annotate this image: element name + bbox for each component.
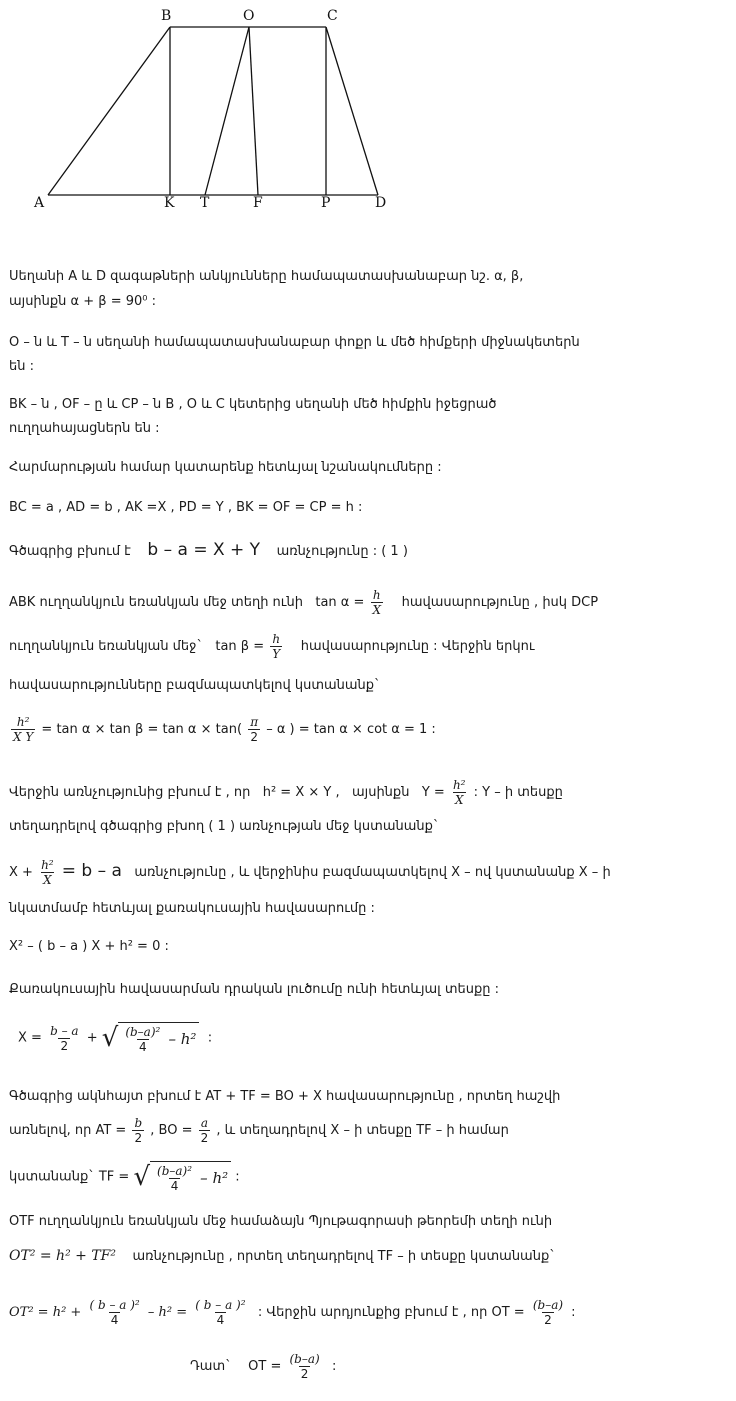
p3-line1: BK – ն , OF – ը և CP – ն B , O և C կետերից սեղանի մեծ հիմքին իջեցրած (9, 397, 497, 412)
p2-line2: են : (9, 359, 34, 374)
p10-line2: նկատմամբ հետևյալ քառակուսային հավասարումը : (9, 901, 375, 916)
label-T: T (200, 195, 210, 211)
sqrt-radical-TF: √ (b–a)² 4 – h² (133, 1161, 231, 1193)
p10-line1 (9, 858, 611, 887)
fraction-bma-over-2: $\frac{b - a}{2}$ (50, 1023, 79, 1053)
p7-line3: հավասարությունները բազմապատկելով կստանանք` (9, 678, 381, 693)
side-AB (48, 27, 170, 195)
p9-text3: : Y – ի տեսքը (473, 785, 563, 800)
label-F: F (253, 195, 263, 211)
p15-text: առնչությունը , որտեղ տեղադրելով TF – ի տեսքը կստանանք` (132, 1249, 556, 1264)
p10-text: առնչությունը , և վերջինիս բազմապատկելով X – ով կստանանք X – ի (134, 865, 611, 880)
p7-tan-beta: tan β = (215, 639, 265, 654)
p13-plus: + (86, 1030, 98, 1046)
fraction-h2-over-X-2: $\frac{\text{h²}}{X}$ (41, 858, 54, 887)
p5-notation: BC = a , AD = b , AK =X , PD = Y , BK = OF = CP = h : (9, 500, 363, 515)
p6 (9, 542, 408, 560)
label-C: C (327, 8, 338, 24)
p7-text1: ABK ուղղանկյուն եռանկյան մեջ տեղի ունի (9, 595, 303, 610)
p14-text2: , BO = (150, 1123, 193, 1138)
p1-line2: այսինքն α + β = 90⁰ : (9, 294, 156, 309)
p9-line1 (9, 778, 563, 807)
height-OF (249, 27, 258, 195)
fraction-pi-over-2: $\frac{\pi}{2}$ (250, 715, 259, 744)
p7-text3: ուղղանկյուն եռանկյան մեջ` (9, 639, 203, 654)
p7-tan-alpha: tan α = (315, 595, 365, 610)
fraction-h2-over-XY: $\frac{\text{h²}}{\text{X Y}}$ (13, 715, 34, 744)
sqrt-radical: √ (b–a)² 4 – h² (102, 1022, 200, 1054)
label-B: B (161, 8, 172, 24)
p8-rest2: – α ) = tan α × cot α = 1 : (266, 722, 436, 737)
fraction-bma2-over-4-b: $\frac{\text{( b – a )²}}{4}$ (195, 1298, 246, 1327)
p9-Y-eq: Y = (421, 785, 445, 800)
fraction-final: $\frac{(b-a)}{2}$ (289, 1352, 320, 1381)
fraction-b-over-2: $\frac{b}{2}$ (134, 1116, 143, 1145)
p7-text4: հավասարությունը : Վերջին երկու (300, 639, 535, 654)
p9-text1: Վերջին առնչությունից բխում է , որ (9, 785, 251, 800)
label-A: A (34, 195, 45, 211)
p8-equation (9, 715, 436, 744)
p4: Հարմարության համար կատարենք հետևյալ նշանակումները : (9, 460, 442, 475)
p14-line3: կստանանք` TF = √ (b–a)² 4 – h² : (9, 1162, 240, 1193)
p6-pre: Գծագրից բխում է (9, 544, 131, 559)
p16-text: : Վերջին արդյունքից բխում է , որ OT = (257, 1305, 525, 1320)
fraction-h2-over-X: $\frac{\text{h²}}{X}$ (452, 778, 466, 807)
conclusion-lead: Դատ` (190, 1359, 232, 1374)
fraction-h-over-Y: $\frac{h}{Y}$ (272, 632, 281, 661)
fraction-bma-over-2-result: $\frac{(b-a)}{2}$ (532, 1298, 564, 1327)
trapezoid-figure (0, 0, 420, 220)
p10-eq: = b – a (61, 861, 122, 881)
fraction-bma2-over-4: $\frac{\text{( b – a )²}}{4}$ (89, 1298, 140, 1327)
p1-line1: Սեղանի A և D զագաթների անկյունները համապատասխանաբար նշ. α, β, (9, 269, 524, 284)
p8-rest1: = tan α × tan β = tan α × tan( (41, 722, 243, 737)
label-D: D (375, 195, 387, 211)
p14-text3: , և տեղադրելով X – ի տեսքը TF – ի համար (216, 1123, 509, 1138)
conclusion-OT: OT = (248, 1359, 282, 1374)
p16-line: OT² = h² + $\frac{\text{( b – a )²}}{4}$ – h² = $\frac{\text{( b – a )²}}{4}$ : Վերջին արդյունքից բխում է , որ OT = $\frac{(b-a)}{2}$ : (9, 1298, 576, 1327)
p6-post: առնչությունը : ( 1 ) (276, 544, 408, 559)
p2-line1: O – ն և T – ն սեղանի համապատասխանաբար փոքր և մեծ հիմքերի միջնակետերն (9, 335, 580, 350)
p16-mid: – h² = (147, 1305, 188, 1320)
fraction-a-over-2: $\frac{a}{2}$ (200, 1116, 209, 1145)
side-CD (326, 27, 378, 195)
p15-line2 (9, 1248, 556, 1265)
p14-line1: Գծագրից ակնհայտ բխում է AT + TF = BO + X հավասարությունը , որտեղ հաշվի (9, 1089, 561, 1104)
conclusion: Դատ` OT = $\frac{(b-a)}{2}$ : (190, 1352, 337, 1381)
p14-TF-eq: կստանանք` TF = (9, 1169, 130, 1185)
label-P: P (321, 195, 331, 211)
p16-lhs: OT² = h² + (9, 1305, 82, 1320)
label-K: K (164, 195, 175, 211)
pythagoras-eq: OT² = h² + TF² (9, 1248, 116, 1264)
p9-eq: h² = X × Y , (262, 785, 340, 800)
p7-line1 (9, 588, 598, 617)
p12: Քառակուսային հավասարման դրական լուծումը ունի հետևյալ տեսքը : (9, 982, 499, 997)
p7-line2 (9, 632, 534, 661)
p6-eq: b – a = X + Y (147, 540, 261, 560)
p14-line2 (9, 1116, 509, 1145)
p15-line1: OTF ուղղանկյուն եռանկյան մեջ համաձայն Պյութագորասի թեորեմի տեղի ունի (9, 1214, 553, 1229)
p14-text1: առնելով, որ AT = (9, 1123, 127, 1138)
p10-Xplus: X + (9, 865, 33, 880)
p9-line2: տեղադրելով գծագրից բխող ( 1 ) առնչության մեջ կստանանք` (9, 819, 440, 834)
solution-formula: X = $\frac{b - a}{2}$ + √ (b–a)² 4 – h² : (18, 1023, 213, 1054)
p7-text2: հավասարությունը , իսկ DCP (401, 595, 599, 610)
segment-OT (205, 27, 249, 195)
quadratic-equation: X² – ( b – a ) X + h² = 0 : (9, 939, 169, 954)
fraction-h-over-X: $\frac{h}{X}$ (372, 588, 382, 617)
p13-Xeq: X = (18, 1030, 42, 1046)
p3-line2: ուղղահայացներն են : (9, 421, 160, 436)
label-O: O (243, 8, 255, 24)
p9-text2: այսինքն (352, 785, 410, 800)
